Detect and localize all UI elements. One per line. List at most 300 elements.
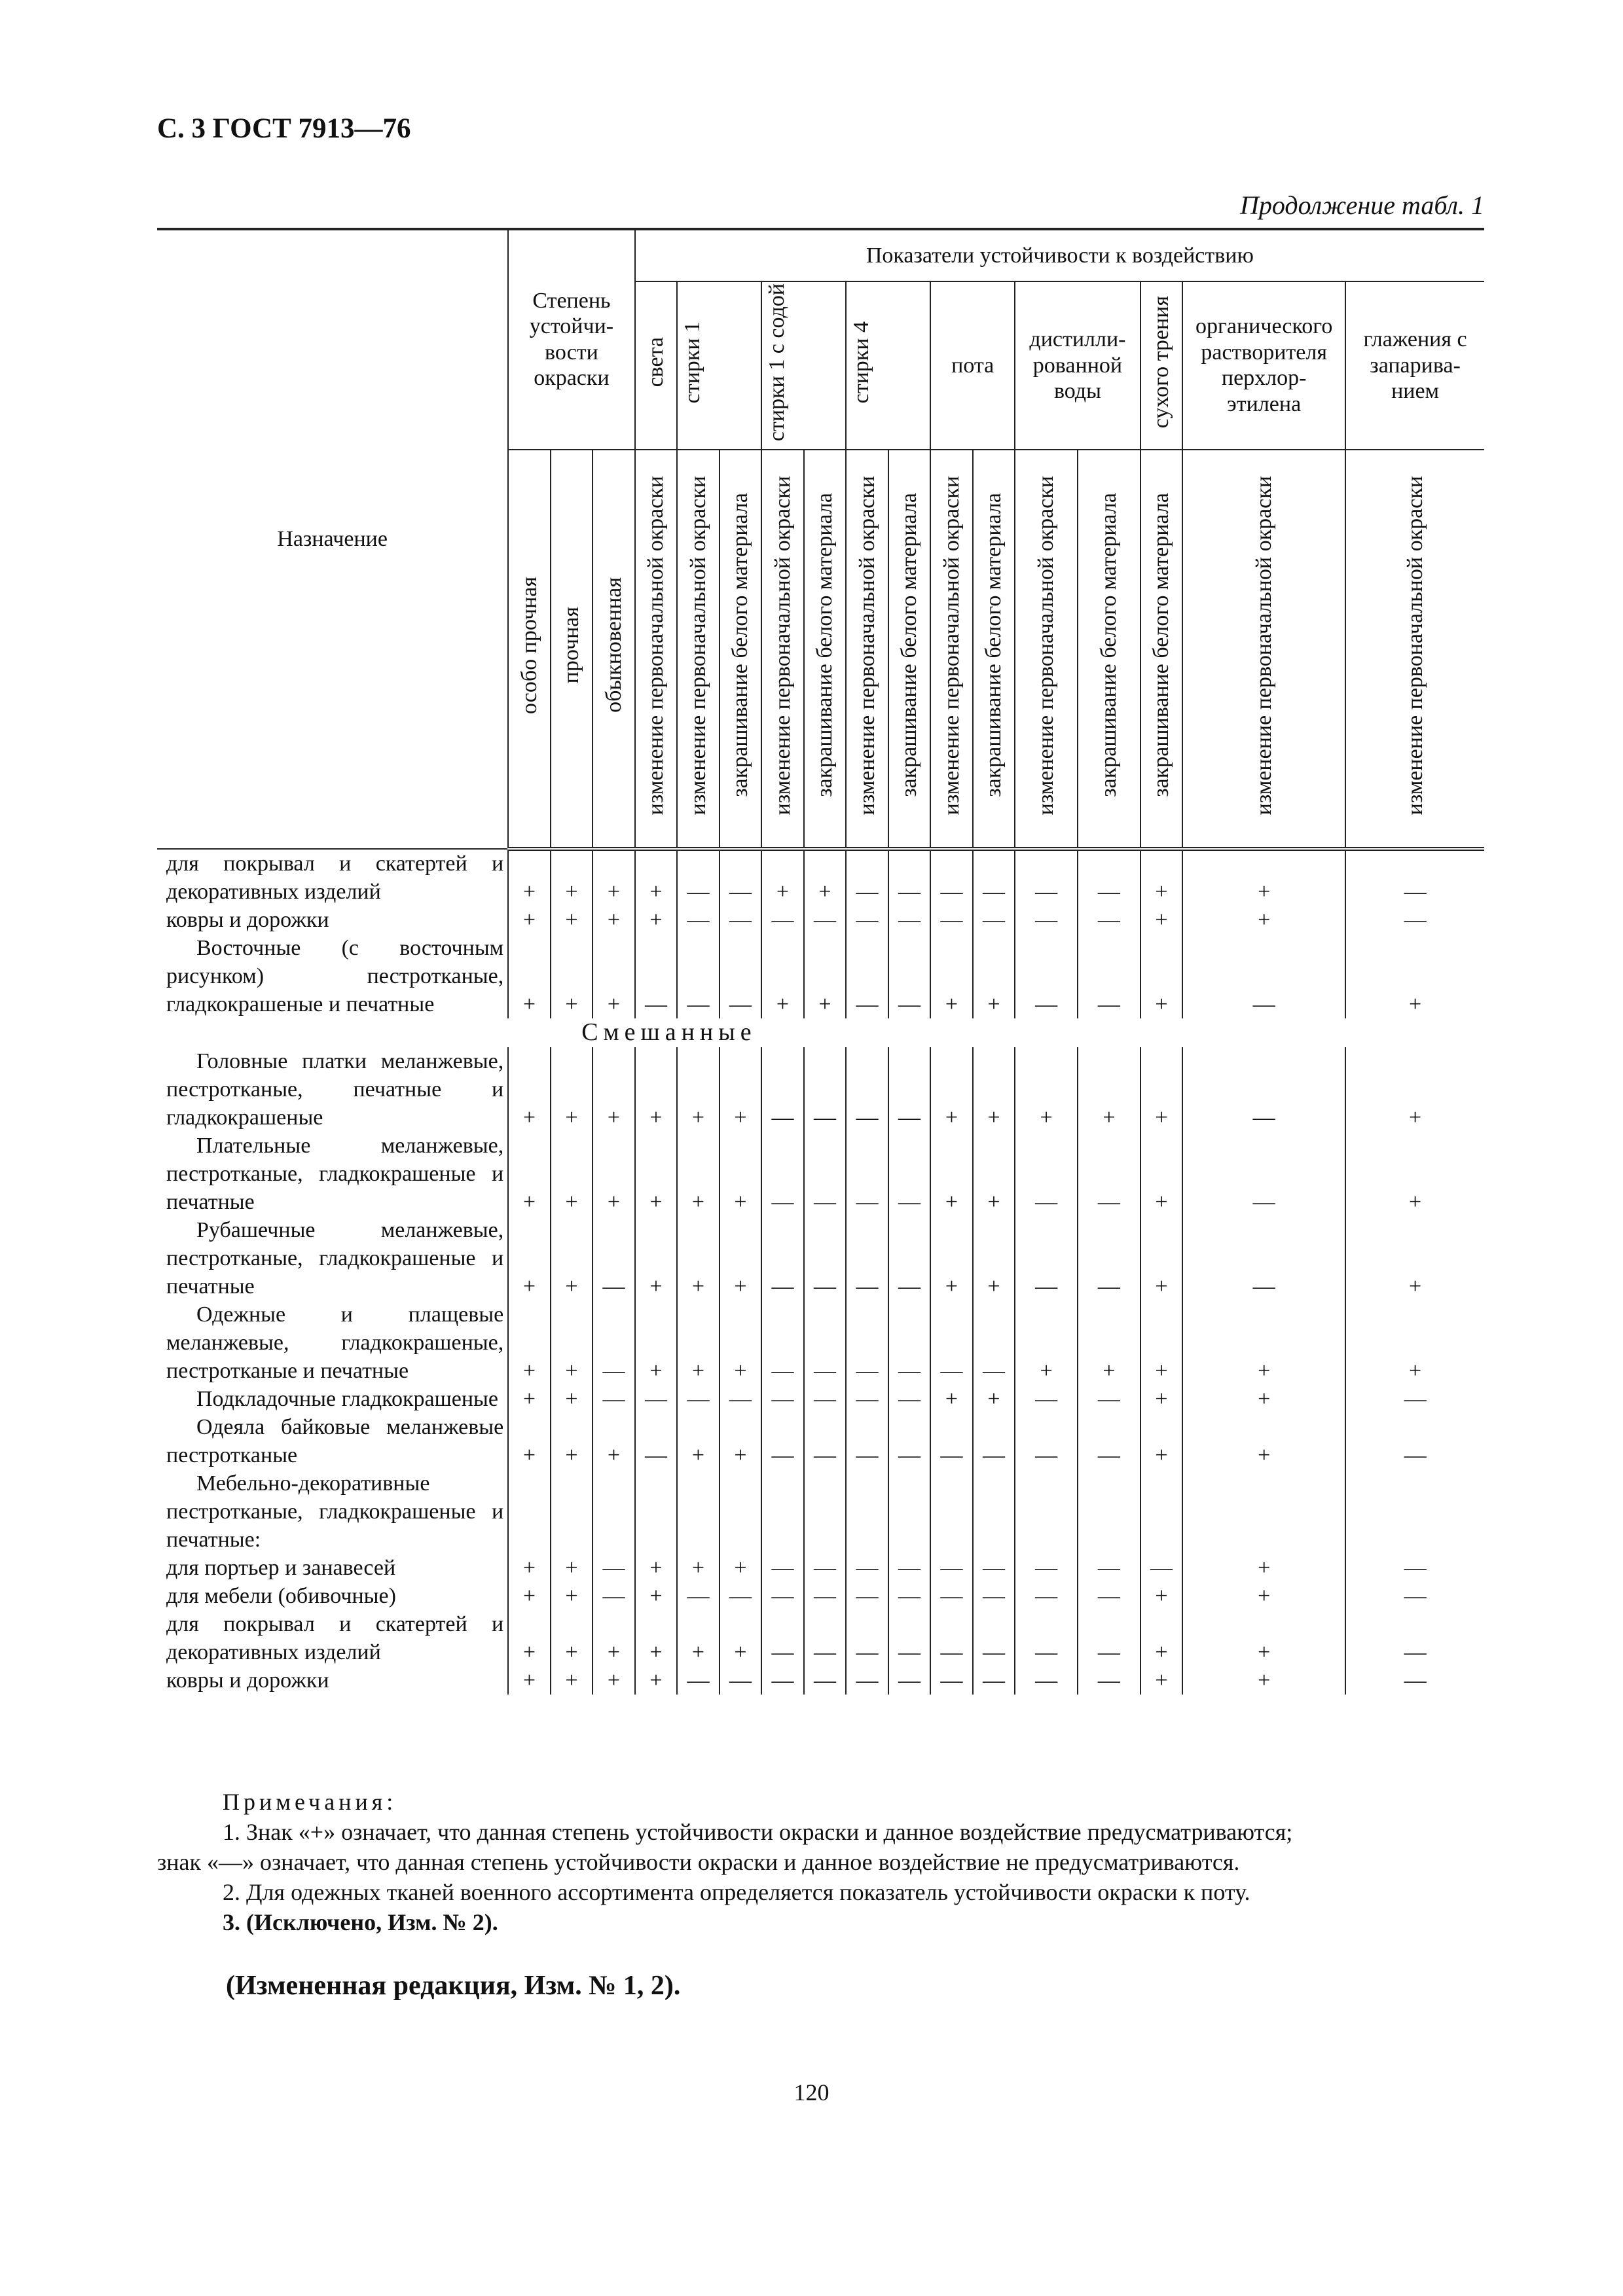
cell-mark: — [1015,1666,1078,1695]
cell-mark: — [1078,1666,1140,1695]
cell-mark [804,1469,847,1554]
sub-header: изменение первоначальной окраски [1015,450,1078,849]
cell-mark: — [804,1582,847,1610]
table-row [157,849,1484,906]
cell-mark: + [551,934,593,1018]
sub-header: закрашивание белого материала [973,450,1015,849]
cell-mark [593,1469,635,1554]
cell-mark: — [846,1132,888,1216]
cell-mark: — [888,934,931,1018]
cell-mark: — [804,1385,847,1413]
cell-mark: + [551,1610,593,1666]
sub-header: закрашивание белого материала [1078,450,1140,849]
cell-mark: — [1078,934,1140,1018]
cell-mark: + [930,1132,973,1216]
cell-mark: + [1182,849,1345,906]
cell-mark: + [1140,1385,1183,1413]
page-number: 120 [793,2079,830,2106]
cell-mark: + [508,1385,551,1413]
cell-mark: + [973,1385,1015,1413]
cell-mark: — [888,1300,931,1385]
cell-mark: — [846,1300,888,1385]
cell-mark: + [551,1554,593,1582]
row-purpose: Рубашечные меланжевые, пестротканые, гладкокрашеные и печатные [166,1217,504,1299]
sub-header: закрашивание белого материала [720,450,762,849]
cell-mark: + [635,1300,678,1385]
table-row [157,1610,1484,1666]
cell-mark: + [635,1582,678,1610]
cell-mark: — [1182,1216,1345,1300]
cell-mark: + [677,1413,720,1469]
cell-mark: + [930,1385,973,1413]
cell-mark: — [846,934,888,1018]
section-spacer [157,1018,508,1047]
sub-header: изменение первоначальной окраски [1182,450,1345,849]
cell-mark: + [677,1216,720,1300]
cell-mark: + [1345,1300,1484,1385]
cell-mark: — [1078,1413,1140,1469]
cell-mark: + [720,1216,762,1300]
cell-mark: — [720,1385,762,1413]
cell-mark: — [1015,1582,1078,1610]
cell-mark: — [677,1385,720,1413]
cell-mark: + [635,1047,678,1132]
cell-mark: + [1015,1300,1078,1385]
row-purpose: для покрывал и скатертей и декоративных изделий [166,851,504,904]
cell-mark: + [635,906,678,934]
row-purpose: Восточные (с восточным рисунком) пестротканые, гладкокрашеные и печатные [166,935,504,1016]
cell-mark: — [973,1554,1015,1582]
cell-mark: — [720,1582,762,1610]
cell-mark: + [508,849,551,906]
cell-mark: + [804,849,847,906]
cell-mark: + [508,1300,551,1385]
cell-mark [1140,1469,1183,1554]
effect-header: стирки 1 [677,281,761,450]
cell-mark: — [1345,1385,1484,1413]
cell-mark: + [1182,1582,1345,1610]
cell-mark: — [846,1582,888,1610]
effect-header: света [635,281,678,450]
cell-mark: — [677,1666,720,1695]
cell-mark: + [551,1666,593,1695]
cell-mark: — [1078,906,1140,934]
cell-mark: + [1345,934,1484,1018]
cell-mark: — [593,1554,635,1582]
sub-header: изменение первоначальной окраски [635,450,678,849]
cell-mark: — [846,906,888,934]
cell-mark: — [1345,1413,1484,1469]
cell-mark: + [1182,1385,1345,1413]
cell-mark: — [1345,1582,1484,1610]
cell-mark: + [551,849,593,906]
cell-mark: — [1345,849,1484,906]
cell-mark: — [761,1554,804,1582]
effect-header: органического растворителя перхлор- этилена [1182,281,1345,450]
cell-mark: + [720,1554,762,1582]
cell-mark [1015,1469,1078,1554]
cell-mark: — [1015,1554,1078,1582]
cell-mark: — [1078,1554,1140,1582]
cell-mark: + [677,1300,720,1385]
cell-mark: — [930,906,973,934]
cell-mark: + [551,1385,593,1413]
cell-mark: — [846,1610,888,1666]
cell-mark: — [930,1413,973,1469]
cell-mark: + [508,1610,551,1666]
cell-mark: — [973,1413,1015,1469]
cell-mark: — [1078,1582,1140,1610]
cell-mark: + [1078,1047,1140,1132]
cell-mark [1345,1469,1484,1554]
cell-mark: — [973,906,1015,934]
cell-mark: — [888,1385,931,1413]
table-row [157,1132,1484,1216]
section-title: Смешанные [581,1018,757,1046]
degree-header: особо прочная [508,450,551,849]
cell-mark: — [1182,1047,1345,1132]
cell-mark: + [508,1582,551,1610]
cell-mark [930,1469,973,1554]
table-body [157,849,1484,1695]
cell-mark: + [551,1582,593,1610]
cell-mark: — [1015,849,1078,906]
cell-mark: — [973,1666,1015,1695]
cell-mark: — [761,906,804,934]
cell-mark: — [761,1300,804,1385]
notes [157,1787,1484,1937]
cell-mark: — [1078,1216,1140,1300]
cell-mark: + [804,934,847,1018]
cell-mark: + [720,1132,762,1216]
cell-mark: + [1182,1300,1345,1385]
cell-mark: — [888,906,931,934]
cell-mark: + [930,934,973,1018]
cell-mark: — [804,1047,847,1132]
cell-mark [1078,1469,1140,1554]
cell-mark: + [1345,1047,1484,1132]
cell-mark: — [1015,1413,1078,1469]
cell-mark [720,1469,762,1554]
cell-mark: — [973,849,1015,906]
cell-mark: — [888,1132,931,1216]
row-purpose: ковры и дорожки [166,907,329,932]
cell-mark: — [761,1385,804,1413]
table-row [157,1582,1484,1610]
cell-mark: + [1140,934,1183,1018]
row-purpose: для портьер и занавесей [166,1555,396,1580]
cell-mark: — [593,1216,635,1300]
cell-mark: + [930,1216,973,1300]
cell-mark: — [1015,934,1078,1018]
cell-mark: — [635,1413,678,1469]
cell-mark: — [593,1582,635,1610]
cell-mark: + [635,1554,678,1582]
cell-mark: + [677,1132,720,1216]
cell-mark: — [930,1582,973,1610]
cell-mark: — [846,1047,888,1132]
row-purpose: для мебели (обивочные) [166,1583,396,1608]
cell-mark: — [930,1300,973,1385]
cell-mark: + [593,906,635,934]
cell-mark: — [1015,906,1078,934]
sub-header: изменение первоначальной окраски [677,450,720,849]
cell-mark: — [761,1582,804,1610]
cell-mark: + [593,1666,635,1695]
cell-mark: — [1078,1132,1140,1216]
cell-mark: + [720,1300,762,1385]
sub-header: закрашивание белого материала [1140,450,1183,849]
revision-note: (Измененная редакция, Изм. № 1, 2). [226,1971,681,2001]
cell-mark: + [677,1610,720,1666]
degree-header: обыкновенная [593,450,635,849]
cell-mark: + [593,1047,635,1132]
cell-mark: — [846,1554,888,1582]
cell-mark: + [508,1047,551,1132]
effect-header: пота [930,281,1015,450]
table-row [157,1469,1484,1554]
cell-mark: — [888,1216,931,1300]
cell-mark: — [1078,849,1140,906]
cell-mark: — [973,1582,1015,1610]
cell-mark: + [973,1047,1015,1132]
cell-mark: — [1182,934,1345,1018]
cell-mark: + [551,1300,593,1385]
cell-mark: + [635,849,678,906]
cell-mark: — [846,849,888,906]
effect-header: глажения с запарива- нием [1345,281,1484,450]
cell-mark: — [930,1610,973,1666]
cell-mark: + [508,906,551,934]
cell-mark: + [973,934,1015,1018]
cell-mark: — [888,1582,931,1610]
cell-mark: + [1015,1047,1078,1132]
purpose-header: Назначение [157,229,508,849]
cell-mark: — [846,1666,888,1695]
table-row [157,1666,1484,1695]
cell-mark: + [593,1610,635,1666]
cell-mark: — [930,849,973,906]
cell-mark: — [804,906,847,934]
cell-mark: + [1140,1582,1183,1610]
cell-mark: — [1015,1216,1078,1300]
cell-mark: + [635,1216,678,1300]
cell-mark: — [888,1666,931,1695]
row-purpose: Подкладочные гладкокрашеные [196,1386,498,1411]
cell-mark: — [888,849,931,906]
table-row [157,1047,1484,1132]
cell-mark: + [508,1413,551,1469]
table-row [157,1413,1484,1469]
cell-mark: + [1182,1413,1345,1469]
row-purpose: Головные платки меланжевые, пестротканые, печатные и гладкокрашеные [166,1049,504,1130]
cell-mark: — [1345,1554,1484,1582]
table-row [157,1385,1484,1413]
cell-mark: + [761,934,804,1018]
page-header: С. 3 ГОСТ 7913—76 [157,113,411,144]
cell-mark: + [720,1047,762,1132]
cell-mark: + [551,1413,593,1469]
notes-title: Примечания: [223,1789,397,1815]
sub-header: изменение первоначальной окраски [846,450,888,849]
cell-mark: + [1140,1047,1183,1132]
cell-mark: + [593,934,635,1018]
cell-mark: + [1345,1216,1484,1300]
cell-mark: — [761,1047,804,1132]
cell-mark [1182,1469,1345,1554]
sub-header: изменение первоначальной окраски [1345,450,1484,849]
effect-header: сухого трения [1140,281,1183,450]
cell-mark: — [1078,1385,1140,1413]
standards-table [157,228,1484,1695]
cell-mark: — [804,1132,847,1216]
cell-mark: + [1140,1216,1183,1300]
cell-mark: + [508,1666,551,1695]
table-row [157,1300,1484,1385]
cell-mark: + [720,1610,762,1666]
cell-mark: + [1140,1666,1183,1695]
cell-mark: — [761,1132,804,1216]
cell-mark: + [677,1554,720,1582]
cell-mark: — [1345,1666,1484,1695]
cell-mark: — [677,906,720,934]
cell-mark: — [846,1216,888,1300]
row-purpose: Одежные и плащевые меланжевые, гладкокрашеные, пестротканые и печатные [166,1302,504,1383]
sub-header: изменение первоначальной окраски [761,450,804,849]
cell-mark: — [930,1554,973,1582]
cell-mark: — [761,1610,804,1666]
cell-mark [761,1469,804,1554]
table-row [157,934,1484,1018]
cell-mark: + [551,1132,593,1216]
cell-mark: — [720,1666,762,1695]
cell-mark: — [761,1666,804,1695]
cell-mark: — [1015,1132,1078,1216]
cell-mark: + [551,1216,593,1300]
cell-mark: + [593,1413,635,1469]
cell-mark: + [1345,1132,1484,1216]
cell-mark: — [720,906,762,934]
cell-mark: + [635,1132,678,1216]
cell-mark: + [1182,1666,1345,1695]
effect-header: дистилли- рованной воды [1015,281,1140,450]
cell-mark: — [973,1300,1015,1385]
cell-mark: — [1078,1610,1140,1666]
cell-mark: + [677,1047,720,1132]
note-3: 3. (Исключено, Изм. № 2). [223,1909,498,1935]
cell-mark: + [973,1132,1015,1216]
cell-mark: + [930,1047,973,1132]
cell-mark: — [720,934,762,1018]
row-purpose: ковры и дорожки [166,1668,329,1693]
cell-mark: — [635,934,678,1018]
degree-header: прочная [551,450,593,849]
cell-mark: + [508,1554,551,1582]
section-row [157,1018,1484,1047]
cell-mark: — [846,1385,888,1413]
cell-mark: — [804,1300,847,1385]
cell-mark: + [1140,1132,1183,1216]
degree-group-header: Степень устойчи- вости окраски [508,229,635,450]
cell-mark: + [1140,849,1183,906]
row-purpose: для покрывал и скатертей и декоративных изделий [166,1611,504,1664]
cell-mark [677,1469,720,1554]
cell-mark [635,1469,678,1554]
sub-header: закрашивание белого материала [804,450,847,849]
cell-mark [846,1469,888,1554]
cell-mark: — [1015,1610,1078,1666]
cell-mark: + [508,934,551,1018]
note-2: 2. Для одежных тканей военного ассортимента определяется показатель устойчивости окраски к поту. [223,1879,1250,1905]
cell-mark: — [973,1610,1015,1666]
cell-mark [508,1469,551,1554]
cell-mark: + [761,849,804,906]
note-1-cont: знак «—» означает, что данная степень устойчивости окраски и данное воздействие не предусматриваются. [157,1849,1240,1875]
cell-mark: — [846,1413,888,1469]
cell-mark: — [720,849,762,906]
cell-mark: — [1015,1385,1078,1413]
cell-mark [973,1469,1015,1554]
cell-mark: + [1140,1300,1183,1385]
cell-mark: + [1140,1610,1183,1666]
cell-mark: — [888,1610,931,1666]
cell-mark: + [1182,1554,1345,1582]
cell-mark: — [635,1385,678,1413]
row-purpose: Мебельно-декоративные пестротканые, гладкокрашеные и печатные: [166,1471,504,1552]
cell-mark: — [888,1047,931,1132]
table-continuation-label: Продолжение табл. 1 [1239,190,1484,220]
cell-mark: + [1140,906,1183,934]
note-1: 1. Знак «+» означает, что данная степень устойчивости окраски и данное воздействие предусматриваются; [223,1819,1293,1845]
cell-mark: — [677,1582,720,1610]
cell-mark: — [1182,1132,1345,1216]
sub-header: изменение первоначальной окраски [930,450,973,849]
cell-mark [551,1469,593,1554]
row-purpose: Одеяла байковые меланжевые пестротканые [166,1414,504,1467]
cell-mark: — [677,849,720,906]
cell-mark: — [804,1413,847,1469]
cell-mark: — [930,1666,973,1695]
cell-mark: — [804,1666,847,1695]
cell-mark: — [888,1413,931,1469]
cell-mark: — [1140,1554,1183,1582]
effect-header: стирки 4 [846,281,930,450]
cell-mark: — [761,1413,804,1469]
effect-header: стирки 1 с содой [761,281,846,450]
cell-mark: + [508,1132,551,1216]
cell-mark: — [593,1300,635,1385]
cell-mark: + [593,849,635,906]
cell-mark: + [508,1216,551,1300]
cell-mark [888,1469,931,1554]
cell-mark: — [804,1554,847,1582]
cell-mark: + [1140,1413,1183,1469]
cell-mark: + [1078,1300,1140,1385]
cell-mark: — [804,1216,847,1300]
indicators-group-header: Показатели устойчивости к воздействию [635,229,1484,281]
cell-mark: — [677,934,720,1018]
table-row [157,1554,1484,1582]
cell-mark: + [720,1413,762,1469]
cell-mark: + [635,1610,678,1666]
cell-mark: + [551,1047,593,1132]
cell-mark: + [593,1132,635,1216]
table-row [157,1216,1484,1300]
cell-mark: — [804,1610,847,1666]
cell-mark: — [761,1216,804,1300]
sub-header: закрашивание белого материала [888,450,931,849]
row-purpose: Плательные меланжевые, пестротканые, гладкокрашеные и печатные [166,1133,504,1214]
